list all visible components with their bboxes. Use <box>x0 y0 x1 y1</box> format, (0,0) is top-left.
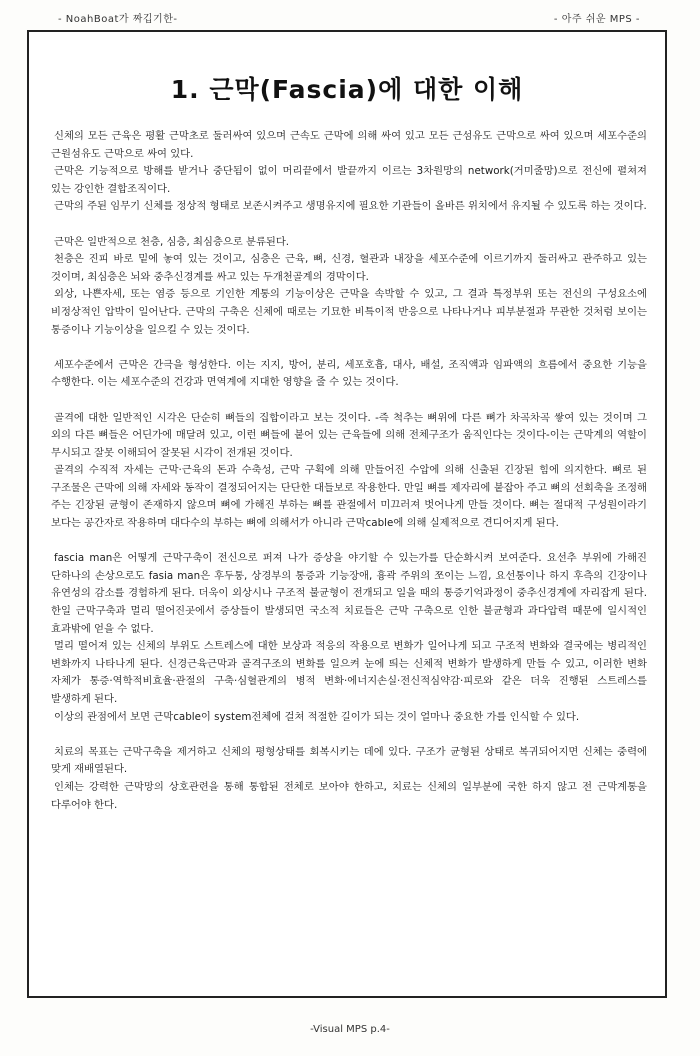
body-text <box>51 128 647 814</box>
paragraph: 인체는 강력한 근막망의 상호관련을 통해 통합된 전체로 보아야 한하고, 치료는 신체의 일부분에 국한 하지 않고 전 근막계통을 다루어야 한다. <box>51 780 647 811</box>
paragraph: 외상, 나쁜자세, 또는 염증 등으로 기인한 계통의 기능이상은 근막을 속박할 수 있고, 그 결과 특정부위 또는 전신의 구성요소에 비정상적인 압박이 일어난다. 근막의 구축은 신체에 때로는 기묘한 비특이적 반응으로 나타나거나 피부분절과 무관한 것처럼 보이는 통증이나 기능이상을 일으킬 수 있는 것이다. <box>51 288 647 336</box>
paragraph: 이상의 관점에서 보면 근막cable이 system전체에 걸쳐 적절한 길이가 되는 것이 얼마나 중요한 가를 인식할 수 있다. <box>54 710 580 723</box>
paragraph: 근막은 일반적으로 천층, 심층, 최심층으로 분류된다. <box>54 235 290 248</box>
paragraph: 근막의 주된 임무기 신체를 정상적 형태로 보존시켜주고 생명유지에 필요한 기관들이 올바른 위치에서 유지될 수 있도록 하는 것이다. <box>54 200 647 213</box>
paragraph: 신체의 모든 근육은 평활 근막초로 둘러싸여 있으며 근속도 근막에 의해 싸여 있고 모든 근섬유도 근막으로 싸여 있으며 세포수준의 근원섬유도 근막으로 싸여 있다. <box>51 130 647 160</box>
page-title: 1. 근막(Fascia)에 대한 이해 <box>170 75 524 104</box>
paragraph: 근막은 기능적으로 방해를 받거나 중단됨이 없이 머리끝에서 발끝까지 이르는 3차원망의 network(거미줄망)으로 전신에 펼쳐져 있는 강인한 결합조직이다. <box>51 165 647 195</box>
paragraph: 골격에 대한 일반적인 시각은 단순히 뼈들의 집합이라고 보는 것이다. -즉 척추는 뼈위에 다른 뼈가 차곡차곡 쌓여 있는 것이며 그 외의 다른 뼈들은 어딘가에 매달려 있고, 이런 뼈들에 붙어 있는 근육들에 의해 전체구조가 움직인다는 것이다-이는 근막계의 역할이 무시되고 잘못 이해되어 잘못된 시각이 전개된 것이다. <box>51 411 647 459</box>
paragraph: 천층은 진피 바로 밑에 놓여 있는 것이고, 심층은 근육, 뼈, 신경, 혈관과 내장을 세포수준에 이르기까지 둘러싸고 관주하고 있는 것이며, 최심층은 뇌와 중추신경계를 싸고 있는 두개천골계의 경막이다. <box>51 253 647 283</box>
paragraph-gap <box>51 726 647 744</box>
paragraph-gap <box>51 392 647 410</box>
paragraph: fascia man은 어떻게 근막구축이 전신으로 퍼져 나가 증상을 야기할 수 있는가를 단순화시켜 보여준다. 요선추 부위에 가해진 단하나의 손상으로도 fasia man은 후두통, 상경부의 통증과 기능장애, 흉곽 주위의 쪼이는 느낌, 요선통이나 하지 후측의 긴장이나 유연성의 감소를 경험하게 된다. 더욱이 외상시나 구조적 불균형이 전개되고 일을 때의 통증기억과정이 중추신경계에 자리잡게 된다. 한일 근막구축과 멀리 떨어진곳에서 증상들이 발생되면 국소적 치료들은 근막 구축으로 인한 불균형과 과다압력 때문에 일시적인 효과밖에 얻을 수 없다. <box>51 552 648 635</box>
paragraph: 멀리 떨어져 있는 신체의 부위도 스트레스에 대한 보상과 적응의 작용으로 변화가 일어나게 되고 구조적 변화와 결국에는 병리적인 변화까지 나타나게 된다. 신경근육근막과 골격구조의 변화를 일으켜 눈에 띄는 신체적 변화가 발생하게 만들 수 있고, 이러한 변화 자체가 통증·역학적비효율·관절의 구축·심혈관계의 병적 변화·에너지손실·전신적심약감·피로와 같은 더욱 진행된 스트레스를 발생하게 된다. <box>51 640 647 705</box>
paragraph-gap <box>51 216 647 234</box>
page-frame <box>27 30 667 998</box>
paragraph-gap <box>51 533 647 551</box>
paragraph: 치료의 목표는 근막구축을 제거하고 신체의 평형상태를 회복시키는 데에 있다. 구조가 균형된 상태로 복귀되어지면 신체는 중력에 맞게 재배열된다. <box>51 745 647 776</box>
paragraph: 골격의 수직적 자세는 근막·근육의 돈과 수축성, 근막 구획에 의해 만들어진 수압에 의해 신출된 긴장된 힘에 의지한다. 뼈로 된 구조물은 근막에 의해 자세와 동작이 결정되어지는 단단한 대들보로 작용한다. 만일 뼈를 제자리에 붙잡아 주고 뼈의 선회축을 조정해 주는 긴장된 균형이 존재하지 않으며 뼈에 가해진 부하는 뼈를 관절에서 미끄러져 벗어나게 만들 것이다. 뼈는 절대적 구성원이라기 보다는 공간자로 작용하며 대다수의 부하는 뼈에 의해서가 아니라 근막cable에 의해 실제적으로 견디어지게 된다. <box>51 464 647 530</box>
page-footer: -Visual MPS p.4- <box>310 1024 390 1035</box>
running-header-right: - 아주 쉬운 MPS - <box>553 14 640 25</box>
running-header-left: - NoahBoat가 짜깁기한- <box>58 14 178 25</box>
paragraph: 세포수준에서 근막은 간극을 형성한다. 이는 지지, 방어, 분리, 세포호흡, 대사, 배설, 조직액과 임파액의 흐름에서 중요한 기능을 수행한다. 이는 세포수준의 건강과 면역계에 지대한 영향을 줄 수 있는 것이다. <box>51 358 647 389</box>
paragraph-gap <box>51 339 647 357</box>
